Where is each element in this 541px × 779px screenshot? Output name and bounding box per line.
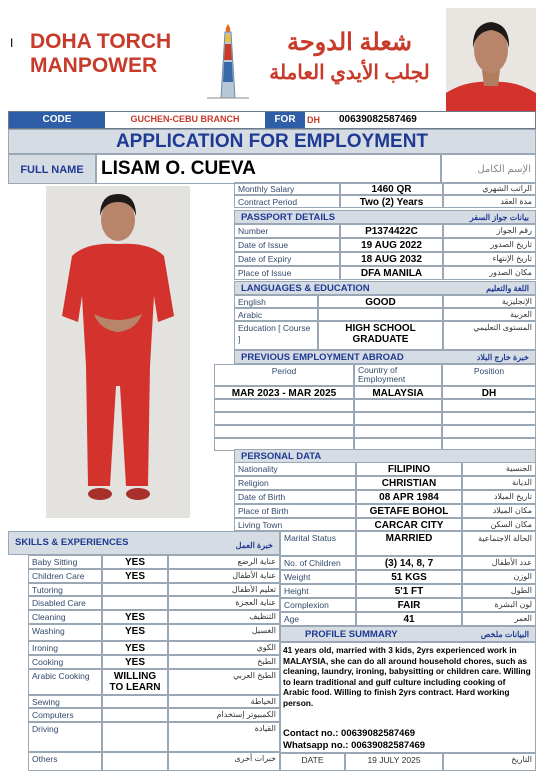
for-value: DH bbox=[307, 115, 320, 125]
skill-row-ar: الكوي bbox=[168, 641, 280, 655]
skill-row-ar: التنظيف bbox=[168, 610, 280, 624]
personal-row-label: Religion bbox=[234, 476, 356, 490]
skill-row-value: YES bbox=[102, 655, 168, 669]
logo-arabic bbox=[262, 28, 437, 88]
skill-row-label: Others bbox=[28, 752, 102, 771]
personal-row-label: Weight bbox=[280, 570, 356, 584]
passport-row-ar: رقم الجواز bbox=[443, 224, 536, 238]
profile-whatsapp: Whatsapp no.: 00639082587469 bbox=[283, 740, 426, 751]
personal-row-label: Date of Birth bbox=[234, 490, 356, 504]
employment-heading bbox=[234, 350, 536, 364]
personal-row-label: Place of Birth bbox=[234, 504, 356, 518]
employment-empty-cell bbox=[354, 412, 442, 425]
personal-row-value: CARCAR CITY bbox=[356, 518, 462, 531]
salary-row-value: 1460 QR bbox=[340, 182, 443, 195]
personal-row-ar: الوزن bbox=[462, 570, 536, 584]
languages-heading bbox=[234, 281, 536, 295]
employment-heading-text: PREVIOUS EMPLOYMENT ABROAD bbox=[241, 352, 404, 363]
language-row-label: English bbox=[234, 295, 318, 308]
passport-row-value: DFA MANILA bbox=[340, 266, 443, 280]
passport-row-ar: مكان الصدور bbox=[443, 266, 536, 280]
skill-row-ar: عناية الرضع bbox=[168, 555, 280, 569]
headshot-photo bbox=[446, 8, 536, 111]
personal-row-value: GETAFE BOHOL bbox=[356, 504, 462, 518]
personal-heading-text: PERSONAL DATA bbox=[241, 451, 322, 462]
personal-row-value: 51 KGS bbox=[356, 570, 462, 584]
personal-row-ar: الطول bbox=[462, 584, 536, 598]
full-name-label: FULL NAME bbox=[8, 154, 96, 184]
salary-row-ar: الراتب الشهري bbox=[443, 182, 536, 195]
passport-row-value: 18 AUG 2032 bbox=[340, 252, 443, 266]
skill-row-label: Ironing bbox=[28, 641, 102, 655]
personal-row-label: Complexion bbox=[280, 598, 356, 612]
salary-row-ar: مدة العقد bbox=[443, 195, 536, 208]
code-number: 00639082587469 bbox=[339, 114, 417, 125]
code-bar bbox=[8, 111, 536, 129]
logo-arabic-line-2: لجلب الأيدي العاملة bbox=[269, 62, 430, 84]
page-title: APPLICATION FOR EMPLOYMENT bbox=[8, 129, 536, 154]
personal-row-ar: عدد الأطفال bbox=[462, 556, 536, 570]
personal-row-label: Nationality bbox=[234, 462, 356, 476]
logo-arabic-line-1: شعلة الدوحة bbox=[286, 29, 413, 56]
passport-row-value: 19 AUG 2022 bbox=[340, 238, 443, 252]
profile-text: 41 years old, married with 3 kids, 2yrs experienced work in MALAYSIA, she can do all around household chores, such as cleaning, laundry, ironing, babysitting or children care. Willing to learn traditional and gulf culture including cooking of Arabic food. Willing to finish 2yrs contract. Hard working person. bbox=[283, 645, 531, 708]
employment-row-period: MAR 2023 - MAR 2025 bbox=[214, 386, 354, 399]
skill-row-label: Baby Sitting bbox=[28, 555, 102, 569]
language-row-value: GOOD bbox=[318, 295, 443, 308]
employment-row-country: MALAYSIA bbox=[354, 386, 442, 399]
skill-row-ar: عناية العجزة bbox=[168, 596, 280, 610]
skill-row-ar: الخياطة bbox=[168, 695, 280, 708]
employment-empty-cell bbox=[354, 425, 442, 438]
skill-row-label: Computers bbox=[28, 708, 102, 722]
passport-heading-text: PASSPORT DETAILS bbox=[241, 212, 336, 223]
skill-row-value: WILLING TO LEARN bbox=[102, 669, 168, 695]
employment-empty-cell bbox=[214, 412, 354, 425]
skill-row-label: Arabic Cooking bbox=[28, 669, 102, 695]
personal-row-value: 08 APR 1984 bbox=[356, 490, 462, 504]
employment-empty-cell bbox=[442, 425, 536, 438]
personal-row-ar: الحالة الاجتماعية bbox=[462, 531, 536, 556]
passport-row-ar: تاريخ الصدور bbox=[443, 238, 536, 252]
languages-heading-ar: اللغة والتعليم bbox=[486, 284, 529, 293]
personal-row-ar: العمر bbox=[462, 612, 536, 626]
col-country: Country of Employment bbox=[354, 364, 442, 386]
skill-row-label: Tutoring bbox=[28, 583, 102, 596]
skill-row-value bbox=[102, 708, 168, 722]
personal-row-label: Living Town bbox=[234, 518, 356, 531]
profile-box bbox=[280, 642, 536, 753]
logo-text bbox=[30, 30, 171, 78]
personal-row-label: No. of Children bbox=[280, 556, 356, 570]
passport-row-label: Date of Expiry bbox=[234, 252, 340, 266]
personal-row-value: MARRIED bbox=[356, 531, 462, 556]
skill-row-ar: الغسيل bbox=[168, 624, 280, 641]
col-period: Period bbox=[214, 364, 354, 386]
skill-row-ar: القيادة bbox=[168, 722, 280, 752]
skill-row-value bbox=[102, 583, 168, 596]
skill-row-ar: الطبخ bbox=[168, 655, 280, 669]
language-row-value: HIGH SCHOOL GRADUATE bbox=[318, 321, 443, 350]
personal-heading bbox=[234, 449, 536, 463]
header-marker: I bbox=[10, 36, 14, 50]
language-row-label: Education [ Course ] bbox=[234, 321, 318, 350]
skill-row-label: Washing bbox=[28, 624, 102, 641]
col-position: Position bbox=[442, 364, 536, 386]
language-row-ar: العربية bbox=[443, 308, 536, 321]
skill-row-ar: خبرات أخرى bbox=[168, 752, 280, 771]
passport-row-label: Date of Issue bbox=[234, 238, 340, 252]
personal-row-label: Marital Status bbox=[280, 531, 356, 556]
salary-row-label: Contract Period bbox=[234, 195, 340, 208]
full-body-photo bbox=[46, 186, 190, 518]
personal-row-value: CHRISTIAN bbox=[356, 476, 462, 490]
passport-row-label: Place of Issue bbox=[234, 266, 340, 280]
skill-row-label: Cooking bbox=[28, 655, 102, 669]
salary-row-value: Two (2) Years bbox=[340, 195, 443, 208]
personal-row-ar: مكان السكن bbox=[462, 518, 536, 531]
personal-row-ar: لون البشرة bbox=[462, 598, 536, 612]
skill-row-ar: تعليم الأطفال bbox=[168, 583, 280, 596]
skills-heading bbox=[8, 531, 280, 555]
skill-row-value bbox=[102, 722, 168, 752]
skill-row-ar: الطبخ العربي bbox=[168, 669, 280, 695]
language-row-ar: الإنجليزية bbox=[443, 295, 536, 308]
personal-row-value: FAIR bbox=[356, 598, 462, 612]
profile-heading-text: PROFILE SUMMARY bbox=[305, 629, 398, 640]
personal-row-label: Age bbox=[280, 612, 356, 626]
personal-row-ar: تاريخ الميلاد bbox=[462, 490, 536, 504]
date-label: DATE bbox=[280, 753, 345, 771]
logo-line-2: MANPOWER bbox=[30, 54, 158, 77]
language-row-ar: المستوى التعليمي bbox=[443, 321, 536, 350]
full-name-value: LISAM O. CUEVA bbox=[96, 154, 441, 184]
date-value: 19 JULY 2025 bbox=[345, 753, 443, 771]
passport-heading bbox=[234, 210, 536, 224]
language-row-label: Arabic bbox=[234, 308, 318, 321]
employment-empty-cell bbox=[354, 399, 442, 412]
skill-row-label: Sewing bbox=[28, 695, 102, 708]
skills-heading-ar: خبرة العمل bbox=[235, 541, 273, 550]
personal-row-value: 41 bbox=[356, 612, 462, 626]
skill-row-label: Driving bbox=[28, 722, 102, 752]
employment-heading-ar: خبرة خارج البلاد bbox=[476, 353, 529, 362]
skill-row-value: YES bbox=[102, 610, 168, 624]
personal-row-value: (3) 14, 8, 7 bbox=[356, 556, 462, 570]
skill-row-label: Cleaning bbox=[28, 610, 102, 624]
language-row-value bbox=[318, 308, 443, 321]
personal-row-ar: الجنسية bbox=[462, 462, 536, 476]
code-label: CODE bbox=[9, 112, 105, 128]
torch-tower-logo bbox=[203, 22, 253, 100]
skill-row-value bbox=[102, 752, 168, 771]
passport-row-label: Number bbox=[234, 224, 340, 238]
skill-row-ar: الكمبيوتر إستخدام bbox=[168, 708, 280, 722]
profile-heading bbox=[280, 626, 536, 642]
full-name-label-ar: الإسم الكامل bbox=[441, 154, 536, 184]
passport-row-ar: تاريخ الإنتهاء bbox=[443, 252, 536, 266]
skill-row-value bbox=[102, 596, 168, 610]
personal-row-ar: الديانة bbox=[462, 476, 536, 490]
date-label-ar: التاريخ bbox=[443, 753, 536, 771]
personal-row-label: Height bbox=[280, 584, 356, 598]
languages-heading-text: LANGUAGES & EDUCATION bbox=[241, 283, 370, 294]
passport-row-value: P1374422C bbox=[340, 224, 443, 238]
skill-row-value: YES bbox=[102, 641, 168, 655]
employment-row-position: DH bbox=[442, 386, 536, 399]
logo-line-1: DOHA TORCH bbox=[30, 30, 172, 53]
skill-row-value: YES bbox=[102, 555, 168, 569]
employment-empty-cell bbox=[214, 425, 354, 438]
personal-row-value: 5'1 FT bbox=[356, 584, 462, 598]
personal-row-value: FILIPINO bbox=[356, 462, 462, 476]
passport-heading-ar: بيانات جواز السفر bbox=[469, 213, 529, 222]
skill-row-label: Disabled Care bbox=[28, 596, 102, 610]
profile-heading-ar: البيانات ملخص bbox=[480, 630, 529, 639]
skill-row-value bbox=[102, 695, 168, 708]
skills-heading-text: SKILLS & EXPERIENCES bbox=[15, 537, 129, 548]
profile-contact: Contact no.: 00639082587469 bbox=[283, 728, 416, 739]
employment-empty-cell bbox=[442, 399, 536, 412]
skill-row-value: YES bbox=[102, 569, 168, 583]
employment-empty-cell bbox=[442, 412, 536, 425]
skill-row-value: YES bbox=[102, 624, 168, 641]
branch-name: GUCHEN-CEBU BRANCH bbox=[130, 114, 240, 124]
for-label: FOR bbox=[265, 112, 305, 128]
skill-row-ar: عناية الأطفال bbox=[168, 569, 280, 583]
salary-row-label: Monthly Salary bbox=[234, 182, 340, 195]
skill-row-label: Children Care bbox=[28, 569, 102, 583]
employment-empty-cell bbox=[214, 399, 354, 412]
personal-row-ar: مكان الميلاد bbox=[462, 504, 536, 518]
